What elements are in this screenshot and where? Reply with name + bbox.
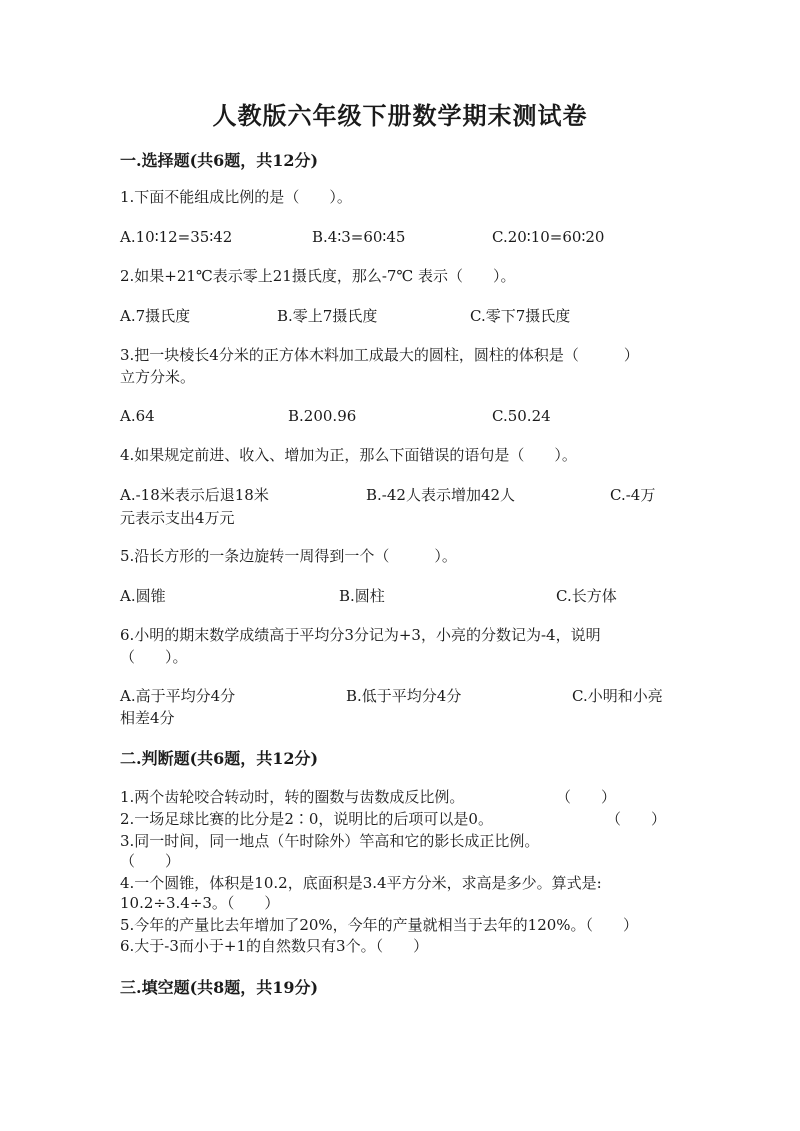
option-b: B.圆柱: [339, 587, 385, 605]
judge-item-1: 1.两个齿轮咬合转动时，转的圈数与齿数成反比例。: [120, 788, 465, 806]
option-c-wrap: 相差4分: [120, 709, 175, 727]
judge-item-4-continued: 10.2÷3.4÷3。（ ）: [120, 894, 280, 912]
option-b: B.零上7摄氏度: [277, 307, 378, 325]
question-5: 5.沿长方形的一条边旋转一周得到一个（ ）。: [120, 547, 457, 565]
option-c-wrap: 元表示支出4万元: [120, 509, 235, 527]
judge-item-5: 5.今年的产量比去年增加了20%，今年的产量就相当于去年的120%。（ ）: [120, 916, 639, 934]
option-c: C.零下7摄氏度: [470, 307, 571, 325]
question-6: 6.小明的期末数学成绩高于平均分3分记为+3，小亮的分数记为-4，说明: [120, 626, 601, 644]
option-c: C.长方体: [556, 587, 617, 605]
question-1: 1.下面不能组成比例的是（ ）。: [120, 188, 352, 206]
question-3: 3.把一块棱长4分米的正方体木料加工成最大的圆柱，圆柱的体积是（ ）: [120, 346, 639, 364]
judge-item-6: 6.大于-3而小于+1的自然数只有3个。（ ）: [120, 937, 429, 955]
judge-item-4: 4.一个圆锥，体积是10.2，底面积是3.4平方分米，求高是多少。算式是:: [120, 874, 602, 892]
options-q4: [120, 484, 680, 506]
option-b: B.4∶3=60∶45: [312, 228, 406, 246]
section-heading-fill: 三.填空题(共8题，共19分): [120, 978, 319, 997]
option-c: C.小明和小亮: [572, 687, 663, 705]
option-a: A.10∶12=35∶42: [120, 228, 233, 246]
judge-item-3-continued: （ ）: [120, 852, 181, 870]
option-b: B.-42人表示增加42人: [366, 486, 516, 504]
options-q6: [120, 685, 680, 707]
answer-paren: （ ）: [606, 810, 667, 828]
option-c: C.20∶10=60∶20: [492, 228, 605, 246]
options-q2: [120, 305, 680, 327]
option-c: C.50.24: [492, 407, 551, 425]
answer-paren: （ ）: [556, 788, 617, 806]
question-2: 2.如果+21℃表示零上21摄氏度，那么-7℃ 表示（ ）。: [120, 267, 516, 285]
option-b: B.200.96: [288, 407, 357, 425]
option-b: B.低于平均分4分: [346, 687, 462, 705]
judge-item-2: 2.一场足球比赛的比分是2∶0，说明比的后项可以是0。: [120, 810, 493, 828]
option-a: A.7摄氏度: [120, 307, 191, 325]
option-a: A.64: [120, 407, 155, 425]
question-4: 4.如果规定前进、收入、增加为正，那么下面错误的语句是（ ）。: [120, 446, 577, 464]
page-title: 人教版六年级下册数学期末测试卷: [212, 101, 588, 130]
question-6-continued: （ ）。: [120, 648, 188, 666]
question-3-continued: 立方分米。: [120, 368, 196, 386]
options-q5: [120, 585, 680, 607]
option-c: C.-4万: [610, 486, 656, 504]
option-a: A.高于平均分4分: [120, 687, 236, 705]
option-a: A.-18米表示后退18米: [120, 486, 269, 504]
options-q3: [120, 405, 680, 427]
option-a: A.圆锥: [120, 587, 166, 605]
section-heading-choice: 一.选择题(共6题，共12分): [120, 151, 319, 170]
judge-item-3: 3.同一时间，同一地点（午时除外）竿高和它的影长成正比例。: [120, 832, 540, 850]
options-q1: [120, 226, 680, 248]
section-heading-judge: 二.判断题(共6题，共12分): [120, 749, 319, 768]
